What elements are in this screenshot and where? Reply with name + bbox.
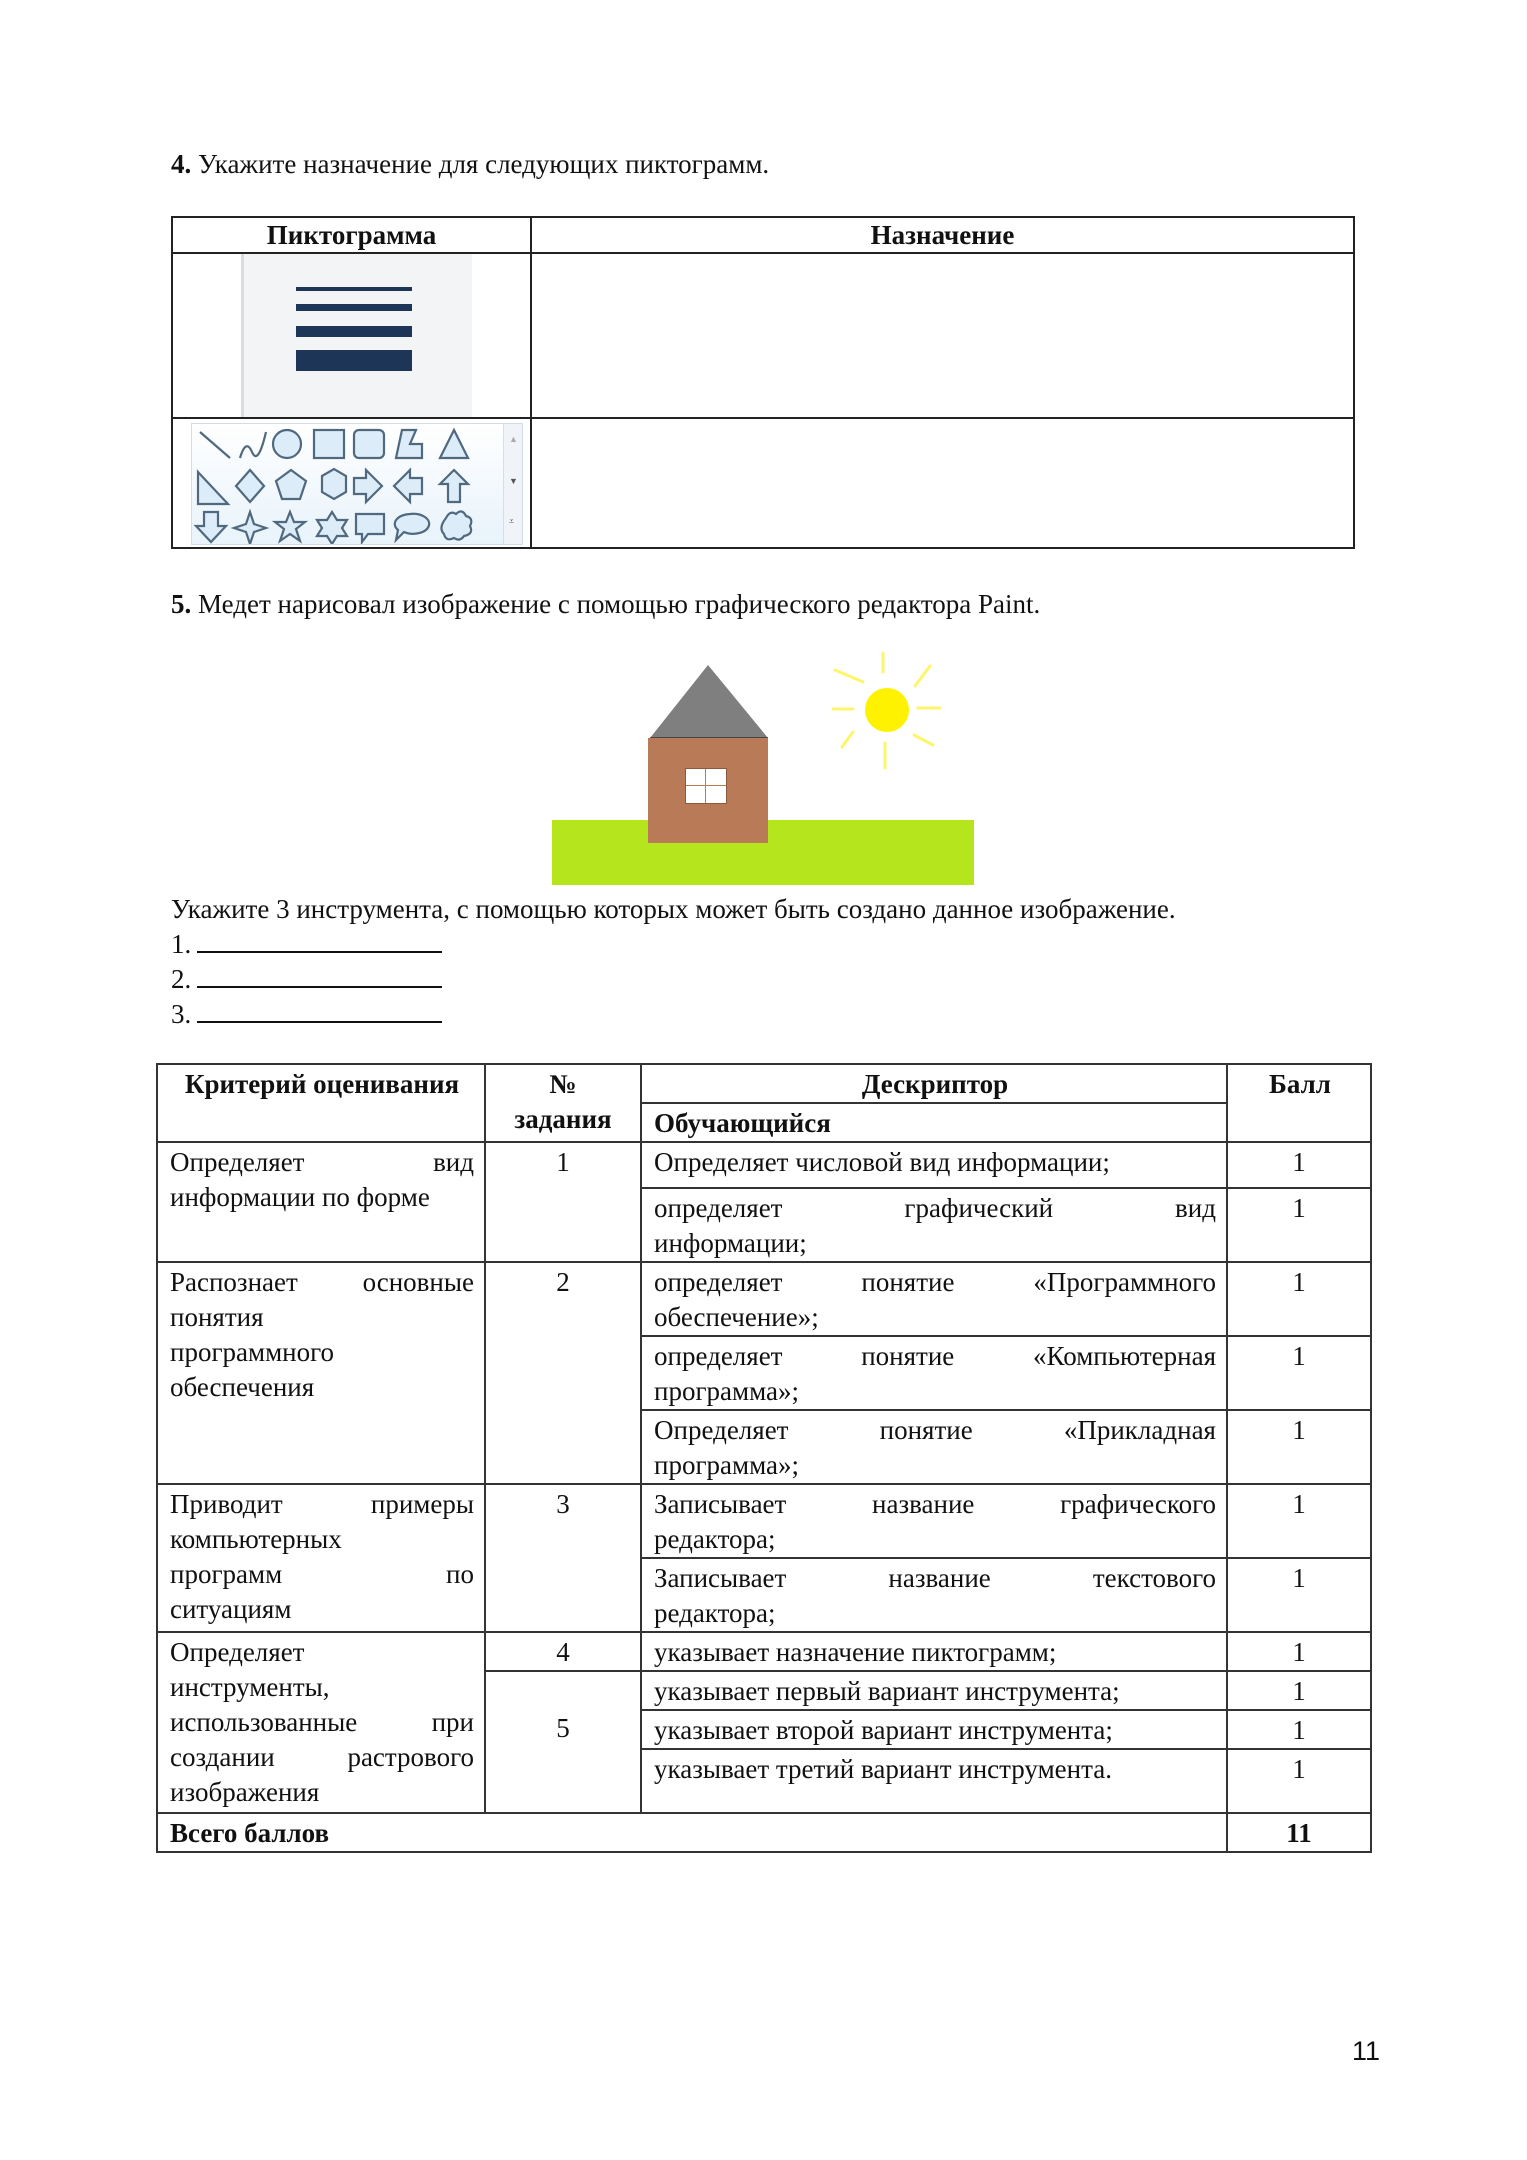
scroll-down-icon[interactable]: ▼ xyxy=(509,476,518,486)
score-cell: 1 xyxy=(1227,1188,1371,1262)
header-score: Балл xyxy=(1227,1064,1371,1142)
tools-prompt: Укажите 3 инструмента, с помощью которых может быть создано данное изображение. xyxy=(171,894,1176,924)
question-5-text: Медет нарисовал изображение с помощью графического редактора Paint. xyxy=(191,589,1041,619)
criterion-cell: Определяет вид информации по форме xyxy=(157,1142,485,1262)
gallery-scrollbar[interactable] xyxy=(503,424,522,544)
criterion-cell: Определяет инструменты, использованные при создании растрового изображения xyxy=(157,1632,485,1813)
page-number: 11 xyxy=(1352,2036,1381,2066)
question-4-number: 4. xyxy=(171,149,192,179)
score-cell: 1 xyxy=(1227,1671,1371,1710)
header-descriptor: Дескриптор xyxy=(641,1064,1227,1103)
shapes-gallery-icon xyxy=(191,423,523,545)
header-criterion: Критерий оценивания xyxy=(157,1064,485,1142)
header-descriptor-sub: Обучающийся xyxy=(641,1103,1227,1142)
table-row xyxy=(157,1484,1371,1558)
pictogram-cell-2 xyxy=(172,418,531,548)
header-pictogram: Пиктограмма xyxy=(172,217,531,253)
task-number-cell: 3 xyxy=(485,1484,641,1632)
header-task-number: № задания xyxy=(485,1064,641,1142)
score-cell: 1 xyxy=(1227,1142,1371,1188)
house-walls xyxy=(648,738,768,843)
score-cell: 1 xyxy=(1227,1484,1371,1558)
criterion-cell: Распознает основные понятия программного обеспечения xyxy=(157,1262,485,1484)
task-number-cell: 1 xyxy=(485,1142,641,1262)
total-row xyxy=(157,1813,1371,1852)
score-cell: 1 xyxy=(1227,1749,1371,1813)
question-4 xyxy=(171,148,769,180)
descriptor-cell: определяет графический вид информации; xyxy=(641,1188,1227,1262)
score-cell: 1 xyxy=(1227,1410,1371,1484)
score-cell: 1 xyxy=(1227,1632,1371,1671)
answer-blank-2[interactable]: 2. xyxy=(171,962,442,997)
question-5-number: 5. xyxy=(171,589,192,619)
descriptor-cell: указывает второй вариант инструмента; xyxy=(641,1710,1227,1749)
total-score: 11 xyxy=(1227,1813,1371,1852)
descriptor-cell: Определяет числовой вид информации; xyxy=(641,1142,1227,1188)
score-cell: 1 xyxy=(1227,1710,1371,1749)
pictogram-cell-1 xyxy=(172,253,531,418)
descriptor-cell: Записывает название графического редактора; xyxy=(641,1484,1227,1558)
scroll-up-icon[interactable]: ▲ xyxy=(509,434,518,444)
header-purpose: Назначение xyxy=(531,217,1354,253)
house-window xyxy=(685,768,727,804)
descriptor-cell: Определяет понятие «Прикладная программа»; xyxy=(641,1410,1227,1484)
descriptor-cell: определяет понятие «Компьютерная программа»; xyxy=(641,1336,1227,1410)
task-number-cell: 5 xyxy=(485,1671,641,1813)
total-label: Всего баллов xyxy=(157,1813,1227,1852)
descriptor-cell: указывает первый вариант инструмента; xyxy=(641,1671,1227,1710)
task-number-cell: 2 xyxy=(485,1262,641,1484)
question-4-text: Укажите назначение для следующих пиктограмм. xyxy=(191,149,770,179)
answer-blank-3[interactable]: 3. xyxy=(171,997,442,1032)
purpose-answer-cell-1[interactable] xyxy=(531,253,1354,418)
descriptor-cell: указывает назначение пиктограмм; xyxy=(641,1632,1227,1671)
table-row xyxy=(157,1262,1371,1336)
answer-blank-1[interactable]: 1. xyxy=(171,927,442,962)
criterion-cell: Приводит примеры компьютерных программ по ситуациям xyxy=(157,1484,485,1632)
question-5 xyxy=(171,588,1040,620)
pictogram-table xyxy=(171,216,1355,549)
descriptor-cell: определяет понятие «Программного обеспечение»; xyxy=(641,1262,1227,1336)
score-cell: 1 xyxy=(1227,1558,1371,1632)
expand-gallery-icon[interactable]: ⩡ xyxy=(509,516,515,526)
descriptor-cell: Записывает название текстового редактора; xyxy=(641,1558,1227,1632)
table-row xyxy=(157,1632,1371,1671)
line-width-icon xyxy=(241,254,472,417)
descriptor-cell: указывает третий вариант инструмента. xyxy=(641,1749,1227,1813)
purpose-answer-cell-2[interactable] xyxy=(531,418,1354,548)
assessment-criteria-table xyxy=(156,1063,1372,1853)
score-cell: 1 xyxy=(1227,1262,1371,1336)
score-cell: 1 xyxy=(1227,1336,1371,1410)
task-number-cell: 4 xyxy=(485,1632,641,1671)
table-row xyxy=(157,1142,1371,1188)
